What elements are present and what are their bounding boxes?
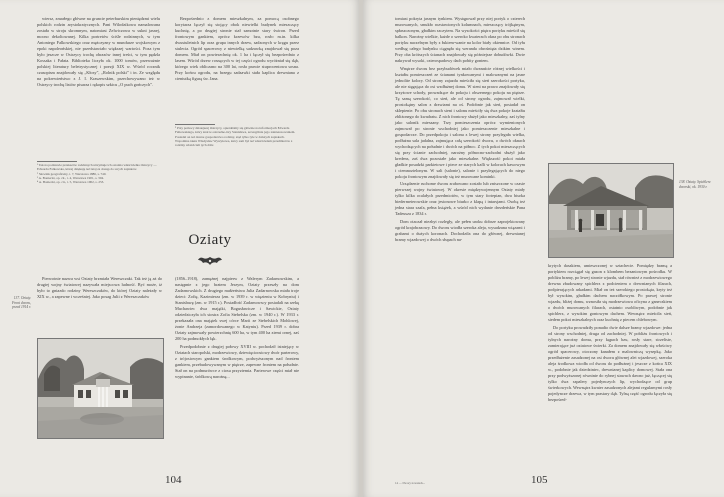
chapter-title: Oziaty [188,232,232,248]
paragraph: wiersz, zmarłego główne na gruncie peterburskim pieniędzmi wielu polskich rodzin arystokratycznych. Pani Wilodzikowa namalowana została w stroju skromnym, natomiast Zelwiczowa w sukni jasnej, mocno dekoltowanej. Kilka portretów ściśle rodzinnych, w tym Antoniego Falkowskiego oraz mężczyzny w mundurze wojskowym z epoki napoleońskiej, nie przedstawiało większej wartości. Poza tym było jeszcze w Ostrzycy trochę obrazów innej treści, w tym pędzla Kossaka i Fałata. Biblioteka liczyła ok. 1000 tomów, przeważnie polskiej literatury beletrystycznej i poezji XIX w. Wśród rocznik czasopism znajdowały się „Kłosy”, „Rolnik polski” i in. Ze względu na pokrewieństwo z J. I. Kraszewskim, przechowywano też w Ostrzycy trochę listów pisarza i rękopis szkicu „O puch gończych”. [37,16,160,87]
paragraph: Urządzenie ruchome dworu zrabowano zostało lub zniszczone w czasie pierwszej wojny światowej. W okresie międzywojennym Oziaty miały tylko kilka ocalałych przedmiotów, w tym stary fortepian, dwa biurka biedermeierowskie oraz jesionowe biurko z klapą i intarsjami. Osobą też jedna stara szafa, pełna książek, a wśród nich wydanie drezdeńskie Pana Tadeusza z 1834 r. [395,181,525,216]
book-gutter [359,0,363,497]
ornament-icon [196,256,224,266]
right-page-right-column [548,263,672,404]
footnote: ¹ Tak na podstawie przekazów rodzinnych utrzymuje ich ostatnia właścicielka Ostrzycy — Edwarda Falkowska, której dziękuję też tutaj za dostęp do swych zapisków. [37,163,157,172]
granary-photo [548,163,674,258]
paragraph: (1856–1918), zamężnej najpierw z Walerym Zadarnowskim, a następnie z jego bratem Jerzym, Oziaty przeszły na dom Zadarnowskich. Z drugiego małżeństwa Julia Zadarnowska miała troje dzieci: Zofię, Kazimierza (zm. w 1939 r. w więzieniu w Kobryniu) i Stanisławę (zm. w 1915 r.). Posiadłość Zadarnowscy posiadali na rzekę Muchawiec dwa majątki, Bogusławicze i Sawickie, Oziaty odziedziczyła ich siostra Zofia Stebelska (zm. w 1940 r.). W 1933 r. przekazała ona majątek swej córce Marii ze Stebelskich Mohlowej, żonie Andrzeja (zamordowanego w Katyniu). Przed 1939 r. dobra Oziaty zajmowały powierzchnię 600 ha, w tym 400 ha ziemi ornej, zaś 200 ha podmokłych łąk. [175,276,299,341]
footnote: ² Słownik geograficzny, t. 7, Warszawa 1886, s. 740. [37,171,107,176]
right-page-left-column [395,16,525,244]
paragraph: krytych daszkiem, umieszczonej w sztachecie. Pomiędzy bramą a portykiem rozciągał się gazon z klombem bezaniowym pośrodku. W pobliżu bramy, po lewej stronie wjazdu, stał również z modrzewiowego drewna zbudowany spichlerz z podcieniem o drewnianych filarach, podpierających arkadami. Miał on też szerokiego prostokąta, kryty też był wysokim, gładkim dachem naczółkowym. Po prawej stronie wjazdu, bliżej domu, wznosiła się modrzewiowa oficyna z ganeczkiem o dwóch murowanych filarach, ostatnio osobliwym, podobnie jak spichlerz, z wysokim gontowym dachem. Wewnątrz mieściła sień, siedem pokoi mieszkalnych oraz kuchnię z piecem chlebowym. [548,263,672,322]
paragraph: Bezpośrednio z domem mieszkalnym, za pomocą osobnego korytarza łączył się stojący obok niewielki budynek mieszczący kuchnię, a po drugiej stronie stał samotnie stary świron. Przed frontowym gankiem, oprócz krzewów bzu, rosło m.in. kilka dwustuletnich lip oraz grupa innych drzew, sadzonych w kręgu przez stulecia. Ogród spacerowy z niewielką sadzawką znajdował się poza domem. Miał on powierzchnię ok. 1 ha i łączył się bezpośrednio z lasem. Wśród drzew rosnących w tej części ogrodu wyróżniał się dąb, którego wiek obliczano na 300 lat, rosła prawie stuprocentowa sosna. Przy końcu ogrodu, na brzegu sadzawki stała kaplica drewniana z cieniutką figurą św. Jana. [175,16,299,81]
footnote-rule [175,124,215,125]
right-footnotes [175,126,299,147]
photo-caption: 137. Oziaty. Front dworu, przed 1914 r. [11,296,31,310]
right-page [361,0,724,497]
page-number: 105 [531,474,548,486]
paragraph: Do portyku prowadziły ponadto dwie dalsze bramy wjazdowe: jedna od strony wschodniej, druga od zachodniej. W pobliżu frontowych i tylnych narożny domu, przy kępach bzu, rosły stare, strzeliste, zamierające już oziatowe świerki. Za domem znajdowały się właściwy ogród spacerowy, otoczony kanałem z malowniczą wysepką. Jako przedłużenie zasadzonej na osi dworu głównej alei wjazdowej, szeroka aleja środkowa wiodła od dworu do podłużnej i jeszcze z końca XIX w., podobnie jak dziedziniec, drewnianej kaplicy domowej. Stała ona przy podwyższonej równinie do rybnej stawach dawno już, łączącej się tylko dwa szpalery pojedynczych lip, wychodzące od grup świerkowych. Wewnątrz kwater zasadzonych alejami regularnymi rosły pojedyncze drzewa, w tym prastary dąb. Tylną część ogrodu łączyła się bezpośred- [548,324,672,402]
footnote: ⁴ A. Boniecki, op. cit., t. 5, Warszawa 1902, s. 253. [37,180,105,185]
oziaty-right-column [175,276,299,381]
left-page [0,0,361,497]
footnote: ³ A. Boniecki, op. cit., t. 4, Warszawa 1901, s. 304. [37,175,104,180]
running-footer: 14 — Dwory nowsieck... [395,481,426,485]
paragraph: tomiast pokryta jasnym tynkiem. Występował przy niej portyk o czterech murowanych, smukło rozstawionych kolumnach, mieszczący trójkątnym, spłaszczonym, gładkim szczytem. Na wysokości piętra portyku mieścił się balkon. Narożny wielkie, każde o szeroko kwaterach okna po obu stronach portyku naczelnym były z łukiem-wanie na kolor biały okiennice. Od tyłu według całego budynku ciągnęła się weranda obrośnięta dzikim winem. Przy oba krótszych ścianach znajdowały się późniejsze dobudówki. Dwie nakrywał wysoki, czterospadowy dach pobity gontem. [395,16,525,63]
paragraph: Dom otaczał niezbyt rozległy, ale pełen uroku dobrze zaprojektowany ogród krajobrazowy. Do dworu wiodła szeroka aleja, wysadzana wiązami i grabami o dużych koronach. Dochodziła ona do głównej, drewnianej bramy wjazdowej o dwóch słupach na- [395,218,525,242]
oziaty-left-column [37,276,162,302]
paragraph: Przedpodobnie z drugiej połowy XVIII w. pochodził istniejący w Oziatach staropolski, modrzewiowy, dziewięcioosiowy dwór parterowy, z trójosiowym gankiem środkowym, podwyższonym nad frontem gankiem, przebudowywanym w piętrze, zapewne frontem na południe. Stał on na podmurówce z ciosu przyziemia. Parterowe części miał nie wypinanie, śródkową narożną... [175,343,300,379]
right-column-top [175,16,299,84]
footnote-rule [37,161,77,162]
page-number: 104 [165,474,182,486]
paragraph: Pierwotnie nazwa wsi Oziaty brzmiała Wereszczaki. Tak też ją aż do drugiej wojny światowej nazywała miejscowa ludność. Być może, iż było to gniazdo rodziny Wereszczaków, do której Oziaty należały w XIX w., a zapewne i wcześniej. Jako posag Julii z Wereszczaków [37,276,162,299]
left-column-top [37,16,160,90]
footnote: ⁵ Przy pomocy dzisiejszej Ostrzycy, opieraliśmy się głównie na informacjach Edwarda Falkowskiego, który znał te ostrzeżne-trzy Stanisława, szczególnie jego zainteresowaniem. Posiadał on też dawne gospodarstwo rodziny, stąd tylko tyle w dalszych zapiskach. Wspomina także Władysław Wyrzykowa, który sam był też właścicielem przedmiotów z rodziny właścicieli tych dóbr. [175,126,296,148]
photo-caption: 138. Oziaty. Spichlerz dworski, ok. 1930 r. [679,180,711,189]
left-footnotes [37,163,160,184]
paragraph: Wnętrze dworu bez przybudówek miało dwanaście różnej wielkości i kształtu pomieszczeń ze ścianami tynkowanymi i malowanymi na jasne jednolite kolory. Od strony zajazdu mieściła się sień szerokości portyku, ale nie sięgająca do osi wzdłużnej domu. W sieni na prawo znajdowały się krzyżowe schody, prowadzące do pokoju i obszernego pokoju na piętrze. Tę samą szerokość, co sień, ale od strony ogrodu, zajmował wielki, prostokątny salon z drzwiami na oś. Podobnie jak sień, posiadał on sklepienie. Po obu stronach sieni i salonu mieściły się dwa pokoje kształtu zbliżonego do kwadratu. Z nich frontowy służył jako mieszkalny, zaś tylny jako salonik mieszany. Trzy pomieszczenia oprócz wymienionych zajmował po stronie wschodniej jako pomieszczenie mieszkalne i gospodarcze. Do przedpokoju i salonu z lewej strony przylegała wielka, podłużna sala jadalna, zajmująca całą szerokość dworu, o dwóch oknach wychodzących na południe i dwóch na północ. Z tych pokoi mieszczących się przy ścianie zachodniej, narożny północno-zachodni służył jako kredens, zaś dwa pozostałe jako mieszkalne. Większość pokoi miała gładkie posadzki parkietowe i piece ze starych kafli w kolorach kawowym i ciemnozielonym. W sali (salonie), salonie i przylegających do niego pokoju frontowym znajdowały się też murowane kominki. [395,65,525,179]
manor-front-photo [37,338,164,439]
